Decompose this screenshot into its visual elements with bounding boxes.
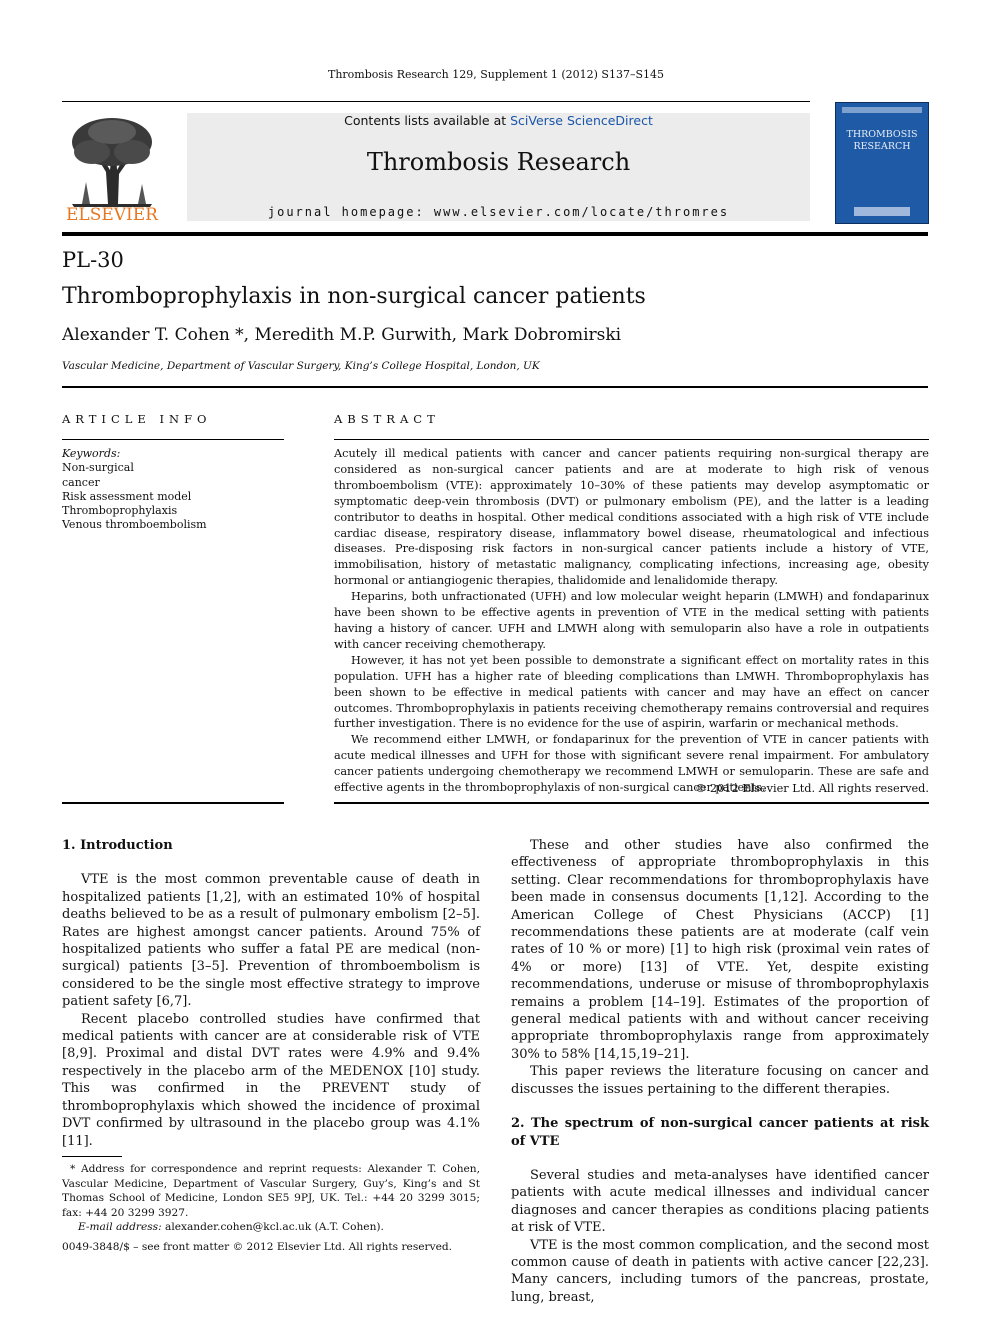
cover-strip [842,107,922,113]
keyword-item: Risk assessment model [62,489,192,503]
keywords-label: Keywords: [62,447,121,460]
keywords-block [62,447,207,533]
section-heading-spectrum: 2. The spectrum of non-surgical cancer patients at risk of VTE [511,1116,929,1149]
body-paragraph: These and other studies have also confirmed the effectiveness of appropriate thromboprophylaxis in this setting. Clear recommendations for thromboprophylaxis have been made in consensus documents [1,12]. According to the American College of Chest Physicians (ACCP) [1] recommendations these patients are at moderate (calf vein rates of 10 % or more) [1] to high risk (proximal vein rates of 4% or more) [13] of VTE. Yet, despite existing recommendations, underuse or misuse of thromboprophylaxis remains a problem [14–19]. Estimates of the proportion of general medical patients with and without cancer receiving appropriate thromboprophylaxis range from approximately 30% to 58% [14,15,19–21]. [511,838,929,1062]
body-paragraph: VTE is the most common preventable cause of death in hospitalized patients [1,2], with an estimated 10% of hospital deaths believed to be as a result of pulmonary embolism [2–5]. Rates are highest amongst cancer patients. Around 75% of hospitalized patients who suffer a fatal PE are medical (non-surgical) patients [3–5]. Prevention of thromboembolism is considered to be the single most effective strategy to improve patient safety [6,7]. [62,872,480,1010]
author-affiliation: Vascular Medicine, Department of Vascular Surgery, King’s College Hospital, London, UK [62,360,540,372]
body-paragraph: Recent placebo controlled studies have confirmed that medical patients with cancer are at considerable risk of VTE [8,9]. Proximal and distal DVT rates were 4.9% and 9.4% respectively in the placebo arm of the MEDENOX [10] study. This was confirmed in the PREVENT study of thromboprophylaxis which showed the incidence of proximal DVT confirmed by ultrasound in the placebo group was 4.1% [11]. [62,1011,480,1149]
abstract-rule [334,439,929,440]
footnote-rule [62,1156,122,1157]
keyword-item: Thromboprophylaxis [62,504,178,518]
article-info-rule [62,439,284,440]
keyword-item: Venous thromboembolism [62,518,207,532]
email-label: E-mail address: [78,1221,162,1233]
elsevier-tree-icon [62,112,162,224]
journal-name: Thrombosis Research [366,148,631,176]
article-authors: Alexander T. Cohen *, Meredith M.P. Gurwith, Mark Dobromirski [62,325,622,345]
body-left-column [62,837,480,1150]
section-heading-introduction: 1. Introduction [62,838,173,853]
correspondence-footnote [62,1162,480,1235]
email-line [62,1220,480,1235]
keyword-item: Non-surgical [62,461,134,475]
body-right-column [511,837,929,1306]
abstract-paragraph: However, it has not yet been possible to demonstrate a significant effect on mortality rates in this population. UFH has a higher rate of bleeding complications than LMWH. Thromboprophylaxis has been shown to be effective in medical patients with cancer and may have an effect on cancer outcomes. Thromboprophylaxis in patients receiving chemotherapy remains controversial and requires further investigation. There is no evidence for the use of aspirin, warfarin or mechanical methods. [334,653,929,731]
body-paragraph: Several studies and meta-analyses have identified cancer patients with acute medical illnesses and individual cancer diagnoses and cancer therapies as conditions placing patients at risk of VTE. [511,1167,929,1236]
cover-title [836,129,928,153]
abstract-copyright: © 2012 Elsevier Ltd. All rights reserved. [695,782,929,795]
contents-line [187,113,810,128]
abstract-paragraph: We recommend either LMWH, or fondaparinux for the prevention of VTE in cancer patients with acute medical illnesses and UFH for those with significant severe renal impairment. For ambulatory cancer patients undergoing chemotherapy we recommend LMWH or semuloparin. These are safe and effective agents in the thromboprophylaxis of non-surgical cancer patients. [334,733,929,795]
correspondence-text: * Address for correspondence and reprint requests: Alexander T. Cohen, Vascular Medicine, Department of Vascular Surgery, Guy’s, King’s and St Thomas School of Medicine, London SE5 9PJ, UK. Tel.: +44 20 3299 3015; fax: +44 20 3299 3927. [62,1163,480,1219]
front-matter-notice: 0049-3848/$ – see front matter © 2012 Elsevier Ltd. All rights reserved. [62,1241,452,1253]
article-label: PL-30 [62,248,124,272]
article-info-heading: ARTICLE INFO [62,412,212,426]
journal-homepage[interactable]: journal homepage: www.elsevier.com/locate/thromres [267,205,730,219]
body-paragraph: This paper reviews the literature focusing on cancer and discusses the issues pertaining to the different therapies. [511,1064,929,1097]
body-paragraph: VTE is the most common complication, and the second most common cause of death in patients with active cancer [22,23]. Many cancers, including tumors of the pancreas, prostate, lung, breast, [511,1237,929,1305]
contents-prefix: Contents lists available at [344,113,511,128]
cover-title-line2: RESEARCH [853,141,911,152]
elsevier-logo [62,112,162,224]
abstract-bottom-rule [334,802,929,804]
abstract-paragraph: Acutely ill medical patients with cancer and cancer patients requiring non-surgical therapy are considered as non-surgical cancer patients and are at moderate to high risk of venous thromboembolism (VTE): approximately 10–30% of these patients may develop asymptomatic or symptomatic deep-vein thrombosis (DVT) or pulmonary embolism (PE), and the latter is a leading contributor to deaths in hospital. Other medical conditions associated with a high risk of VTE include cardiac disease, respiratory disease, inflammatory bowel disease, rheumatological and infectious diseases. Pre-disposing risk factors in non-surgical cancer patients include a history of VTE, immobilisation, history of metastatic malignancy, complicating infections, increasing age, obesity hormonal or antiangiogenic therapies, thalidomide and lenalidomide therapy. [334,447,929,588]
abstract-paragraph: Heparins, both unfractionated (UFH) and low molecular weight heparin (LMWH) and fondaparinux have been shown to be effective agents in prevention of VTE in the medical setting with patients having a history of cancer. UFH and LMWH along with semuloparin also have a role in outpatients with cancer receiving chemotherapy. [334,590,929,651]
sciencedirect-link[interactable]: SciVerse ScienceDirect [510,113,653,128]
abstract-heading: ABSTRACT [334,412,440,426]
cover-title-line1: THROMBOSIS [846,129,918,140]
keyword-item: cancer [62,475,100,489]
elsevier-wordmark: ELSEVIER [66,205,158,224]
email-address[interactable]: alexander.cohen@kcl.ac.uk (A.T. Cohen). [165,1221,384,1233]
header-top-rule [62,101,810,102]
cover-publisher-badge [854,207,910,216]
abstract-body [334,446,929,796]
article-title: Thromboprophylaxis in non-surgical cancer patients [62,284,646,309]
journal-cover [835,102,929,224]
article-info-bottom-rule [62,802,284,804]
header-thick-rule [62,232,928,236]
affiliation-rule [62,386,928,388]
journal-citation: Thrombosis Research 129, Supplement 1 (2012) S137–S145 [328,68,664,81]
